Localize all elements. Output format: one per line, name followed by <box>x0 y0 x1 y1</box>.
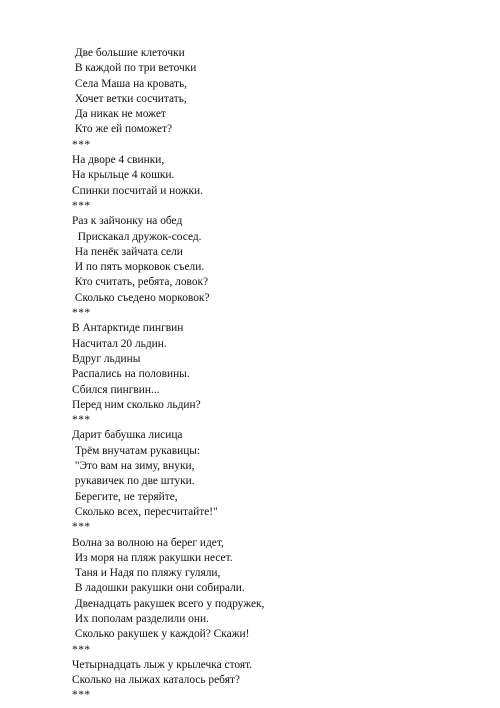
text-line: Волна за волною на берег идет, <box>72 536 224 549</box>
text-line: Из моря на пляж ракушки несет. <box>72 551 233 564</box>
text-line: Трём внучатам рукавицы: <box>72 444 201 457</box>
text-line: На крыльце 4 кошки. <box>72 169 175 182</box>
text-line: Раз к зайчонку на обед <box>72 215 183 228</box>
text-line: Четырнадцать лыж у крылечка стоят. <box>72 658 253 671</box>
text-line: Сколько ракушек у каждой? Скажи! <box>72 628 250 641</box>
text-line: Распались на половины. <box>72 368 190 381</box>
text-line: Дарит бабушка лисица <box>72 429 183 442</box>
text-line: В Антарктиде пингвин <box>72 322 184 335</box>
text-line: В ладошки ракушки они собирали. <box>72 582 245 595</box>
separator: *** <box>72 689 91 702</box>
text-line: Берегите, не теряйте, <box>72 490 178 503</box>
text-line: Таня и Надя по пляжу гуляли, <box>72 567 221 580</box>
text-line: Хочет ветки сосчитать, <box>72 92 187 105</box>
text-line: Села Маша на кровать, <box>72 77 188 90</box>
text-line: В каждой по три веточки <box>72 62 197 75</box>
text-line: Насчитал 20 льдин. <box>72 337 167 350</box>
text-line: Сколько съедено морковок? <box>72 291 210 304</box>
text-line: И по пять морковок съели. <box>72 261 205 274</box>
text-line: рукавичек по две штуки. <box>72 475 195 488</box>
text-line: Вдруг льдины <box>72 352 141 365</box>
text-line: Да никак не может <box>72 108 166 121</box>
text-line: Перед ним сколько льдин? <box>72 398 201 411</box>
separator: *** <box>72 138 91 151</box>
text-line: Сколько на лыжах каталось ребят? <box>72 674 240 687</box>
text-line: На дворе 4 свинки, <box>72 154 165 167</box>
text-line: Двенадцать ракушек всего у подружек, <box>72 597 265 610</box>
text-line: Их пополам разделили они. <box>72 612 209 625</box>
separator: *** <box>72 199 91 212</box>
text-line: Кто же ей поможет? <box>72 123 173 136</box>
text-line: Две большие клеточки <box>72 47 185 59</box>
separator: *** <box>72 643 91 656</box>
text-line: Кто считать, ребята, ловок? <box>72 276 209 289</box>
text-line: Сбился пингвин... <box>72 383 160 396</box>
separator: *** <box>72 307 91 320</box>
separator: *** <box>72 414 91 427</box>
text-line: На пенёк зайчата сели <box>72 245 183 258</box>
separator: *** <box>72 521 91 534</box>
poem-text-block <box>72 46 472 704</box>
text-line: Сколько всех, пересчитайте!" <box>72 505 218 518</box>
text-line: Прискакал дружок-сосед. <box>72 230 202 243</box>
text-line: "Это вам на зиму, внуки, <box>72 460 195 473</box>
text-line: Спинки посчитай и ножки. <box>72 184 204 197</box>
